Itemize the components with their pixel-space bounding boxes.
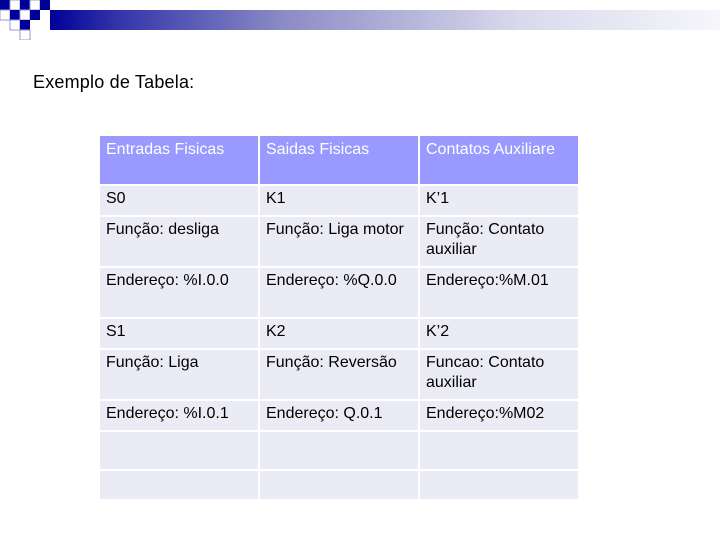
table-row [100,401,578,430]
table-row [100,186,578,215]
decorative-header-bar [0,0,720,40]
checker-pattern-icon [0,0,50,40]
table-cell: Endereço:%M.01 [420,268,578,317]
table-cell: K1 [260,186,418,215]
table-row-empty [100,432,578,469]
table-cell: Endereço: Q.0.1 [260,401,418,430]
io-table [98,134,580,501]
table-cell: Endereço:%M02 [420,401,578,430]
table-cell: S1 [100,319,258,348]
table-cell: Função: desliga [100,217,258,266]
table-row [100,350,578,399]
table-row [100,217,578,266]
table-row [100,268,578,317]
table-row-empty [100,471,578,499]
table-cell [260,471,418,499]
table-row [100,319,578,348]
header-cell-contatos: Contatos Auxiliare [420,136,578,184]
page-title: Exemplo de Tabela: [33,72,195,92]
table-cell: Função: Liga motor [260,217,418,266]
table-cell: Função: Liga [100,350,258,399]
table-cell [260,432,418,469]
table-cell: Endereço: %Q.0.0 [260,268,418,317]
table-header-row [100,136,578,184]
table-cell: Funcao: Contato auxiliar [420,350,578,399]
table-cell: K’1 [420,186,578,215]
table-cell: S0 [100,186,258,215]
header-cell-entradas: Entradas Fisicas [100,136,258,184]
table-cell: Endereço: %I.0.0 [100,268,258,317]
table-cell [100,471,258,499]
table-cell: Função: Reversão [260,350,418,399]
table-cell: Função: Contato auxiliar [420,217,578,266]
table-cell: Endereço: %I.0.1 [100,401,258,430]
header-cell-saidas: Saidas Fisicas [260,136,418,184]
table-cell: K’2 [420,319,578,348]
table-cell [100,432,258,469]
table-cell [420,432,578,469]
table-cell [420,471,578,499]
table-cell: K2 [260,319,418,348]
header-gradient-stripe [50,10,720,30]
